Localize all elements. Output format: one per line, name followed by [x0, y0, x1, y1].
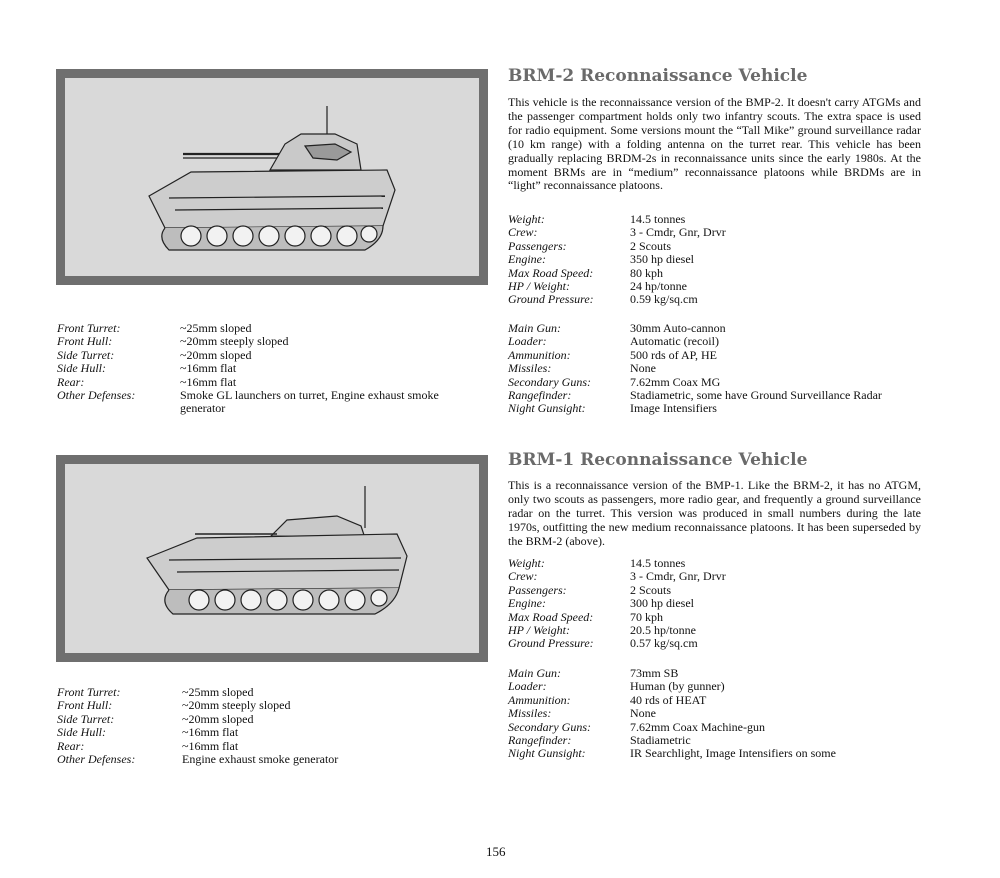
armor-row: [57, 740, 457, 753]
stat-label: Weight:: [508, 556, 545, 570]
brm1-vehicle-drawing: [65, 464, 479, 653]
brm2-weapons: [508, 322, 938, 416]
armor-row: [57, 726, 457, 739]
armor-value: ~20mm sloped: [180, 347, 252, 362]
weapon-row: [508, 402, 938, 415]
armor-row: [57, 389, 457, 416]
weapon-value: 7.62mm Coax Machine-gun: [630, 719, 765, 734]
armor-label: Side Turret:: [57, 347, 115, 362]
stat-label: Crew:: [508, 569, 538, 584]
weapon-value: Automatic (recoil): [630, 334, 719, 349]
weapon-row: [508, 747, 938, 760]
stat-label: Weight:: [508, 212, 545, 226]
weapon-value: Stadiametric, some have Ground Surveillance Radar: [630, 388, 882, 403]
armor-row: [57, 322, 457, 335]
weapon-row: [508, 667, 938, 680]
hull: [149, 170, 395, 228]
weapon-row: [508, 349, 938, 362]
weapon-value: None: [630, 361, 656, 376]
weapon-value: Human (by gunner): [630, 679, 725, 694]
brm1-title: BRM-1 Reconnaissance Vehicle: [508, 450, 808, 470]
stat-row: [508, 637, 928, 650]
weapon-label: Main Gun:: [508, 321, 561, 335]
weapon-row: [508, 680, 938, 693]
armor-label: Front Turret:: [57, 685, 121, 699]
armor-row: [57, 335, 457, 348]
weapon-row: [508, 389, 938, 402]
stat-label: Max Road Speed:: [508, 609, 594, 624]
weapon-label: Rangefinder:: [508, 733, 572, 748]
stat-row: [508, 597, 928, 610]
brm1-stats: [508, 557, 928, 651]
weapon-label: Loader:: [508, 334, 547, 349]
weapon-label: Secondary Guns:: [508, 719, 591, 734]
stat-value: 2 Scouts: [630, 238, 672, 253]
stat-label: HP / Weight:: [508, 623, 570, 638]
armor-label: Front Hull:: [57, 698, 113, 713]
stat-value: 14.5 tonnes: [630, 212, 686, 226]
stat-row: [508, 557, 928, 570]
stat-value: 350 hp diesel: [630, 252, 694, 267]
weapon-label: Night Gunsight:: [508, 746, 586, 761]
brm1-illustration-frame: [56, 455, 488, 662]
weapon-row: [508, 721, 938, 734]
armor-value: ~16mm flat: [180, 361, 237, 376]
armor-value: ~16mm flat: [180, 374, 237, 389]
weapon-label: Secondary Guns:: [508, 374, 591, 389]
armor-label: Rear:: [57, 738, 85, 753]
stat-value: 0.59 kg/sq.cm: [630, 292, 698, 307]
stat-label: HP / Weight:: [508, 279, 570, 294]
stat-row: [508, 226, 928, 239]
stat-value: 0.57 kg/sq.cm: [630, 636, 698, 651]
brm1-weapons: [508, 667, 938, 761]
weapon-value: Stadiametric: [630, 733, 691, 748]
stat-value: 24 hp/tonne: [630, 279, 687, 294]
weapon-label: Rangefinder:: [508, 388, 572, 403]
weapon-label: Ammunition:: [508, 347, 571, 362]
armor-label: Other Defenses:: [57, 388, 136, 403]
armor-value: ~25mm sloped: [182, 685, 254, 699]
stat-label: Passengers:: [508, 238, 567, 253]
weapon-value: 73mm SB: [630, 666, 679, 680]
brm2-illustration: [65, 78, 479, 276]
armor-row: [57, 362, 457, 375]
armor-value: ~16mm flat: [182, 725, 239, 740]
armor-label: Rear:: [57, 374, 85, 389]
weapon-value: 30mm Auto-cannon: [630, 321, 726, 335]
weapon-value: 40 rds of HEAT: [630, 692, 707, 707]
weapon-row: [508, 335, 938, 348]
weapon-row: [508, 362, 938, 375]
armor-value: ~25mm sloped: [180, 321, 252, 335]
stat-label: Ground Pressure:: [508, 636, 594, 651]
armor-label: Other Defenses:: [57, 752, 136, 767]
stat-value: 2 Scouts: [630, 582, 672, 597]
armor-label: Front Hull:: [57, 334, 113, 349]
weapon-label: Missiles:: [508, 706, 552, 721]
stat-row: [508, 213, 928, 226]
stat-label: Passengers:: [508, 582, 567, 597]
armor-label: Side Hull:: [57, 361, 106, 376]
stat-label: Max Road Speed:: [508, 265, 594, 280]
brm2-description: This vehicle is the reconnaissance version of the BMP-2. It doesn't carry ATGMs and the passenger compartment holds only two infantry scouts. The extra space is used for radio equipment. Some versions mount the “Tall Mike” ground surveillance radar (10 km range) with a folding antenna on the turret rear. This vehicle has been gradually replacing BRDM-2s in reconnaissance units since the early 1980s. At the moment BRMs are in “medium” reconnaissance platoons while BRDMs are in “light” reconnaissance platoons.: [508, 95, 921, 193]
brm2-illustration-frame: [56, 69, 488, 285]
weapon-label: Night Gunsight:: [508, 401, 586, 416]
stat-row: [508, 570, 928, 583]
armor-value: Smoke GL launchers on turret, Engine exhaust smoke generator: [180, 388, 439, 416]
brm2-armor: [57, 322, 457, 416]
weapon-value: 500 rds of AP, HE: [630, 347, 718, 362]
stat-value: 300 hp diesel: [630, 596, 694, 611]
weapon-value: IR Searchlight, Image Intensifiers on some: [630, 746, 836, 761]
armor-value: Engine exhaust smoke generator: [182, 752, 339, 767]
stat-value: 14.5 tonnes: [630, 556, 686, 570]
stat-row: [508, 624, 928, 637]
brm2-stats: [508, 213, 928, 307]
armor-label: Side Turret:: [57, 711, 115, 726]
brm1-armor: [57, 686, 457, 766]
weapon-row: [508, 694, 938, 707]
armor-row: [57, 713, 457, 726]
brm1-illustration: [65, 464, 479, 653]
stat-value: 70 kph: [630, 609, 663, 624]
page-number: 156: [486, 844, 506, 859]
weapon-value: 7.62mm Coax MG: [630, 374, 721, 389]
stat-value: 80 kph: [630, 265, 663, 280]
stat-row: [508, 253, 928, 266]
weapon-value: None: [630, 706, 656, 721]
weapon-label: Loader:: [508, 679, 547, 694]
stat-value: 20.5 hp/tonne: [630, 623, 696, 638]
weapon-row: [508, 322, 938, 335]
armor-value: ~16mm flat: [182, 738, 239, 753]
stat-label: Engine:: [508, 252, 546, 267]
stat-row: [508, 293, 928, 306]
brm1-description: This is a reconnaissance version of the BMP-1. Like the BRM-2, it has no ATGM, only two scouts as passengers, more radio gear, and frequently a ground surveillance radar on the turret. This version was produced in small numbers during the late 1970s, outfitting the new medium reconnaissance platoons. It has been superseded by the BRM-2 (above).: [508, 478, 921, 548]
stat-value: 3 - Cmdr, Gnr, Drvr: [630, 569, 726, 584]
stat-label: Ground Pressure:: [508, 292, 594, 307]
brm2-vehicle-drawing: [65, 78, 479, 276]
stat-value: 3 - Cmdr, Gnr, Drvr: [630, 225, 726, 240]
weapon-row: [508, 707, 938, 720]
hull: [147, 534, 407, 590]
stat-label: Engine:: [508, 596, 546, 611]
weapon-row: [508, 376, 938, 389]
armor-value: ~20mm sloped: [182, 711, 254, 726]
stat-row: [508, 280, 928, 293]
brm2-title: BRM-2 Reconnaissance Vehicle: [508, 66, 808, 86]
stat-label: Crew:: [508, 225, 538, 240]
armor-row: [57, 699, 457, 712]
armor-row: [57, 686, 457, 699]
weapon-label: Ammunition:: [508, 692, 571, 707]
armor-row: [57, 376, 457, 389]
armor-row: [57, 349, 457, 362]
weapon-label: Missiles:: [508, 361, 552, 376]
armor-value: ~20mm steeply sloped: [180, 334, 289, 349]
armor-value: ~20mm steeply sloped: [182, 698, 291, 713]
weapon-value: Image Intensifiers: [630, 401, 717, 416]
weapon-label: Main Gun:: [508, 666, 561, 680]
weapon-row: [508, 734, 938, 747]
stat-row: [508, 240, 928, 253]
stat-row: [508, 611, 928, 624]
armor-label: Side Hull:: [57, 725, 106, 740]
stat-row: [508, 267, 928, 280]
armor-label: Front Turret:: [57, 321, 121, 335]
stat-row: [508, 584, 928, 597]
armor-row: [57, 753, 457, 766]
